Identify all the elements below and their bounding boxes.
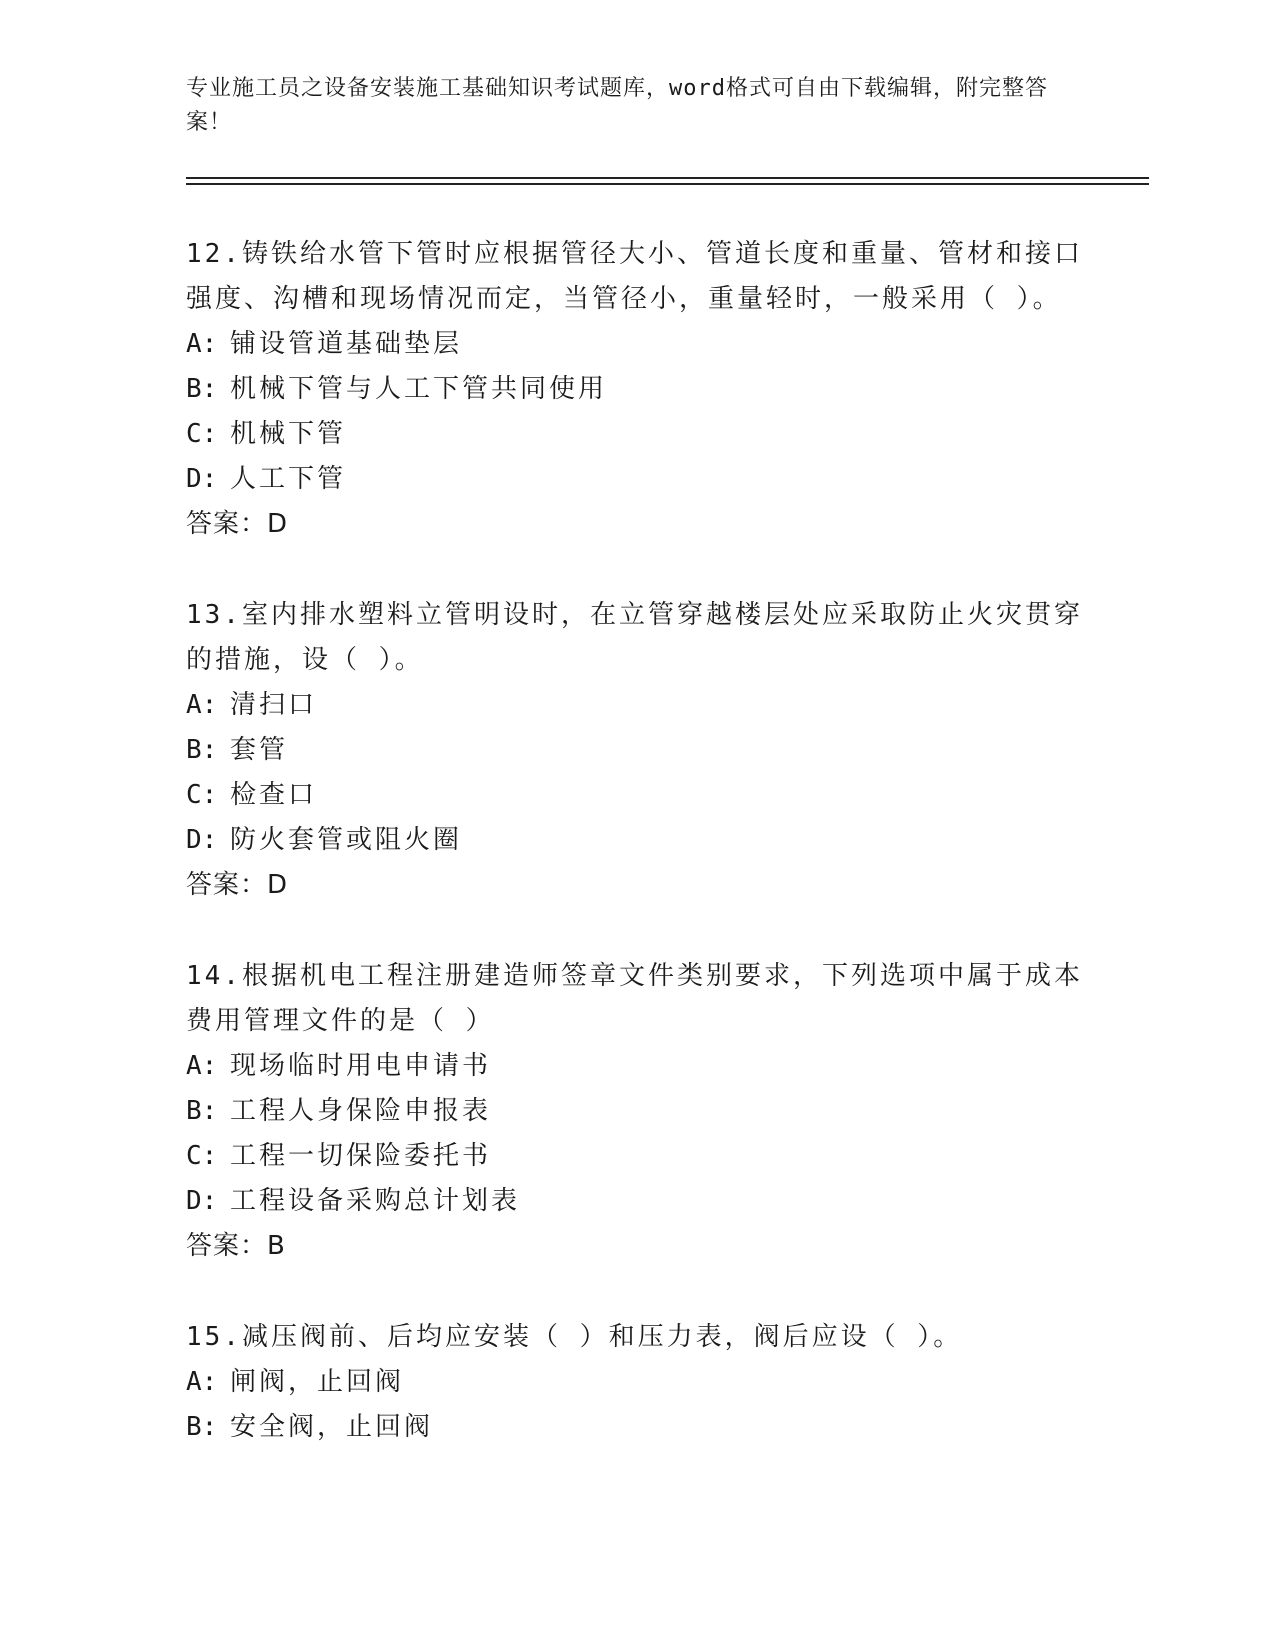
option-key: B:: [186, 1096, 218, 1126]
option-key: A:: [186, 690, 218, 720]
document-header: 专业施工员之设备安装施工基础知识考试题库，word格式可自由下载编辑，附完整答案！: [186, 76, 1048, 135]
option-a: [186, 1360, 1086, 1405]
option-key: B:: [186, 735, 218, 765]
option-a: [186, 683, 1086, 728]
option-c: [186, 773, 1086, 818]
option-key: D:: [186, 825, 218, 855]
option-key: D:: [186, 1186, 218, 1216]
option-key: C:: [186, 780, 218, 810]
option-text: 现场临时用电申请书: [230, 1051, 492, 1081]
option-c: [186, 1134, 1086, 1179]
header-divider-bottom: [186, 183, 1149, 185]
option-text: 检查口: [230, 780, 318, 810]
option-text: 工程设备采购总计划表: [230, 1186, 521, 1216]
option-b: [186, 367, 1086, 412]
option-text: 铺设管道基础垫层: [230, 329, 463, 359]
option-c: [186, 412, 1086, 457]
option-text: 闸阀，止回阀: [230, 1367, 405, 1397]
option-d: [186, 818, 1086, 863]
option-key: C:: [186, 419, 218, 449]
option-text: 清扫口: [230, 690, 318, 720]
option-key: C:: [186, 1141, 218, 1171]
option-key: A:: [186, 329, 218, 359]
question-15: [186, 1315, 1086, 1450]
option-a: [186, 322, 1086, 367]
option-text: 机械下管: [230, 419, 347, 449]
question-12: [186, 232, 1086, 547]
option-b: [186, 1405, 1086, 1450]
option-key: A:: [186, 1367, 218, 1397]
option-key: B:: [186, 374, 218, 404]
option-key: B:: [186, 1412, 218, 1442]
option-text: 工程人身保险申报表: [230, 1096, 492, 1126]
option-b: [186, 728, 1086, 773]
option-text: 套管: [230, 735, 289, 765]
option-text: 人工下管: [230, 464, 347, 494]
option-text: 安全阀，止回阀: [230, 1412, 434, 1442]
question-text: 15.减压阀前、后均应安装（ ）和压力表，阀后应设（ ）。: [186, 1322, 963, 1352]
answer-line: 答案：D: [186, 509, 289, 539]
header-divider-top: [186, 177, 1149, 179]
answer-line: 答案：B: [186, 1231, 286, 1261]
question-text: 12.铸铁给水管下管时应根据管径大小、管道长度和重量、管材和接口强度、沟槽和现场情况而定，当管径小，重量轻时，一般采用（ ）。: [186, 239, 1083, 314]
question-text: 13.室内排水塑料立管明设时，在立管穿越楼层处应采取防止火灾贯穿的措施，设（ ）。: [186, 600, 1083, 675]
option-key: D:: [186, 464, 218, 494]
question-13: [186, 593, 1086, 908]
option-key: A:: [186, 1051, 218, 1081]
option-text: 机械下管与人工下管共同使用: [230, 374, 608, 404]
option-text: 工程一切保险委托书: [230, 1141, 492, 1171]
question-14: [186, 954, 1086, 1269]
question-text: 14.根据机电工程注册建造师签章文件类别要求，下列选项中属于成本费用管理文件的是（ ）: [186, 961, 1083, 1036]
option-text: 防火套管或阻火圈: [230, 825, 463, 855]
option-d: [186, 1179, 1086, 1224]
option-a: [186, 1044, 1086, 1089]
option-b: [186, 1089, 1086, 1134]
option-d: [186, 457, 1086, 502]
answer-line: 答案：D: [186, 870, 289, 900]
question-list: [186, 232, 1086, 1496]
